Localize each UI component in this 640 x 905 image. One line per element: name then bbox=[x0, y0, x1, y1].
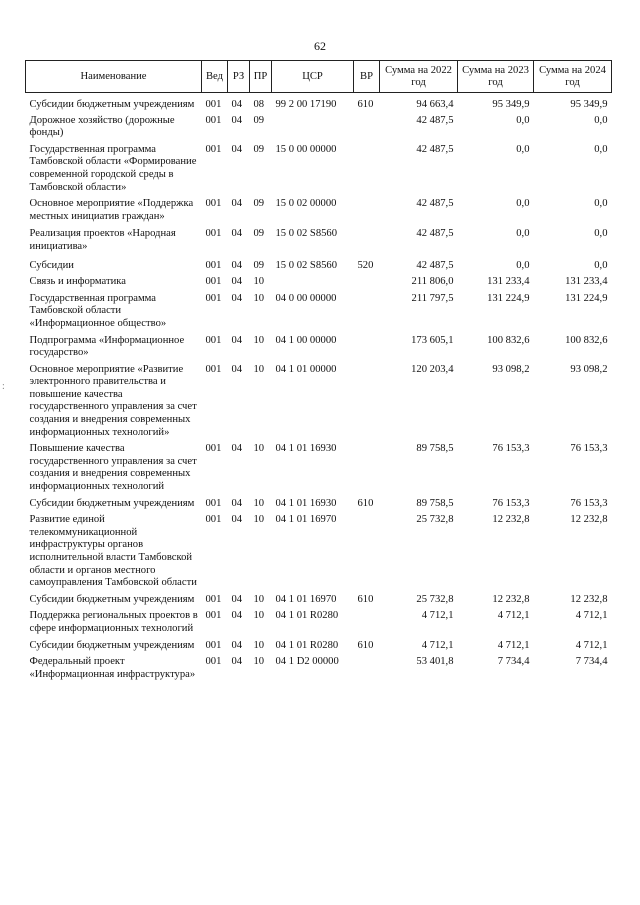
row-sum-2023: 76 153,3 bbox=[492, 497, 530, 509]
row-ved: 001 bbox=[205, 656, 222, 668]
row-ved: 001 bbox=[205, 198, 222, 210]
row-pr: 10 bbox=[253, 497, 265, 509]
row-vr bbox=[354, 223, 380, 253]
row-sum-2024: 93 098,2 bbox=[570, 363, 608, 375]
row-ved: 001 bbox=[205, 228, 222, 240]
table-header bbox=[26, 61, 612, 93]
row-sum-2023: 93 098,2 bbox=[492, 363, 530, 375]
row-csr: 15 0 02 S8560 bbox=[275, 228, 338, 240]
table-row bbox=[26, 140, 612, 194]
row-pr: 10 bbox=[253, 363, 265, 375]
row-rz: 04 bbox=[231, 198, 243, 210]
row-sum-2022: 42 487,5 bbox=[416, 259, 454, 271]
row-rz: 04 bbox=[231, 363, 243, 375]
row-vr bbox=[354, 606, 380, 635]
row-sum-2024: 4 712,1 bbox=[575, 639, 608, 651]
row-rz: 04 bbox=[231, 497, 243, 509]
row-name: Субсидии bbox=[29, 259, 74, 271]
table-row bbox=[26, 590, 612, 607]
row-name: Субсидии бюджетным учреждениям bbox=[29, 593, 195, 605]
row-sum-2024: 95 349,9 bbox=[570, 99, 608, 110]
header-sum-2022: Сумма на 2022 год bbox=[380, 61, 458, 93]
row-name: Развитие единой телекоммуникационной инфраструктуры органов исполнительной власти Тамбовской области и органов местного самоуправления Тамбовской области bbox=[29, 514, 197, 589]
table-row bbox=[26, 289, 612, 331]
row-sum-2022: 211 806,0 bbox=[411, 276, 454, 288]
row-sum-2024: 0,0 bbox=[594, 259, 608, 271]
row-pr: 09 bbox=[253, 114, 265, 126]
row-vr bbox=[354, 510, 380, 590]
row-ved: 001 bbox=[205, 276, 222, 288]
header-sum-2023: Сумма на 2023 год bbox=[458, 61, 534, 93]
row-ved: 001 bbox=[205, 363, 222, 375]
row-sum-2022: 25 732,8 bbox=[416, 514, 454, 526]
table-row bbox=[26, 272, 612, 289]
row-sum-2022: 42 487,5 bbox=[416, 143, 454, 155]
row-rz: 04 bbox=[231, 656, 243, 668]
row-sum-2023: 12 232,8 bbox=[492, 514, 530, 526]
row-pr: 10 bbox=[253, 639, 265, 651]
row-sum-2023: 4 712,1 bbox=[497, 610, 530, 622]
row-name: Государственная программа Тамбовской области «Информационное общество» bbox=[29, 292, 167, 329]
table-row bbox=[26, 254, 612, 273]
row-vr: 520 bbox=[357, 259, 374, 271]
row-sum-2024: 12 232,8 bbox=[570, 514, 608, 526]
row-name: Государственная программа Тамбовской области «Формирование современной городской среды в Тамбовской области» bbox=[29, 143, 197, 193]
row-csr: 04 0 00 00000 bbox=[275, 292, 337, 304]
row-pr: 10 bbox=[253, 514, 265, 526]
row-csr: 04 1 01 16930 bbox=[275, 497, 337, 509]
row-pr: 10 bbox=[253, 443, 265, 455]
row-sum-2022: 42 487,5 bbox=[416, 114, 454, 126]
row-rz: 04 bbox=[231, 514, 243, 526]
row-rz: 04 bbox=[231, 610, 243, 622]
row-sum-2024: 0,0 bbox=[594, 143, 608, 155]
row-sum-2023: 0,0 bbox=[516, 114, 530, 126]
row-sum-2023: 131 233,4 bbox=[487, 276, 530, 288]
row-vr bbox=[354, 112, 380, 140]
row-ved: 001 bbox=[205, 99, 222, 110]
table-row bbox=[26, 93, 612, 112]
row-sum-2024: 100 832,6 bbox=[565, 334, 608, 346]
row-ved: 001 bbox=[205, 259, 222, 271]
header-pr: ПР bbox=[250, 61, 272, 93]
row-csr: 15 0 02 S8560 bbox=[275, 259, 338, 271]
table-row bbox=[26, 510, 612, 590]
table-row bbox=[26, 194, 612, 223]
table-row bbox=[26, 636, 612, 653]
row-pr: 10 bbox=[253, 656, 265, 668]
row-sum-2024: 4 712,1 bbox=[575, 610, 608, 622]
scan-artifact: : bbox=[2, 381, 5, 392]
row-sum-2024: 131 224,9 bbox=[565, 292, 608, 304]
table-row bbox=[26, 112, 612, 140]
row-sum-2022: 94 663,4 bbox=[416, 99, 454, 110]
row-ved: 001 bbox=[205, 334, 222, 346]
row-sum-2023: 100 832,6 bbox=[487, 334, 530, 346]
row-sum-2022: 42 487,5 bbox=[416, 198, 454, 210]
row-csr: 15 0 02 00000 bbox=[275, 198, 337, 210]
row-sum-2022: 42 487,5 bbox=[416, 228, 454, 240]
row-sum-2023: 4 712,1 bbox=[497, 639, 530, 651]
table-body bbox=[26, 93, 612, 682]
row-name: Субсидии бюджетным учреждениям bbox=[29, 99, 195, 110]
row-csr: 04 1 00 00000 bbox=[275, 334, 337, 346]
row-pr: 10 bbox=[253, 276, 265, 288]
row-vr bbox=[354, 194, 380, 223]
row-rz: 04 bbox=[231, 334, 243, 346]
row-sum-2024: 131 233,4 bbox=[565, 276, 608, 288]
row-sum-2023: 131 224,9 bbox=[487, 292, 530, 304]
row-csr: 04 1 01 16970 bbox=[275, 593, 337, 605]
table-row bbox=[26, 360, 612, 440]
row-pr: 09 bbox=[253, 143, 265, 155]
row-vr: 610 bbox=[357, 497, 374, 509]
row-sum-2024: 76 153,3 bbox=[570, 443, 608, 455]
header-rz: РЗ bbox=[228, 61, 250, 93]
row-name: Основное мероприятие «Развитие электронного правительства и повышение качества государственного управления за счет создания и внедрения современных информационных технологий» bbox=[29, 363, 197, 438]
row-ved: 001 bbox=[205, 639, 222, 651]
budget-table bbox=[25, 60, 612, 681]
row-vr bbox=[354, 272, 380, 289]
row-sum-2022: 211 797,5 bbox=[411, 292, 454, 304]
row-pr: 10 bbox=[253, 593, 265, 605]
row-ved: 001 bbox=[205, 143, 222, 155]
row-rz: 04 bbox=[231, 143, 243, 155]
row-csr bbox=[272, 272, 354, 289]
row-sum-2022: 4 712,1 bbox=[421, 610, 454, 622]
row-name: Федеральный проект «Информационная инфраструктура» bbox=[29, 656, 196, 680]
row-csr bbox=[272, 112, 354, 140]
row-sum-2024: 0,0 bbox=[594, 228, 608, 240]
row-name: Поддержка региональных проектов в сфере информационных технологий bbox=[29, 610, 198, 634]
row-vr: 610 bbox=[357, 99, 374, 110]
row-rz: 04 bbox=[231, 228, 243, 240]
row-vr bbox=[354, 331, 380, 360]
row-vr bbox=[354, 652, 380, 681]
row-vr: 610 bbox=[357, 639, 374, 651]
row-sum-2023: 0,0 bbox=[516, 228, 530, 240]
row-rz: 04 bbox=[231, 443, 243, 455]
row-rz: 04 bbox=[231, 259, 243, 271]
row-name: Связь и информатика bbox=[29, 276, 126, 288]
row-csr: 04 1 01 16930 bbox=[275, 443, 337, 455]
row-pr: 10 bbox=[253, 292, 265, 304]
row-sum-2022: 25 732,8 bbox=[416, 593, 454, 605]
row-rz: 04 bbox=[231, 114, 243, 126]
row-sum-2022: 4 712,1 bbox=[421, 639, 454, 651]
row-pr: 08 bbox=[253, 99, 265, 110]
row-csr: 04 1 01 00000 bbox=[275, 363, 337, 375]
row-sum-2024: 7 734,4 bbox=[575, 656, 608, 668]
row-name: Субсидии бюджетным учреждениям bbox=[29, 639, 195, 651]
row-pr: 09 bbox=[253, 259, 265, 271]
row-ved: 001 bbox=[205, 514, 222, 526]
row-sum-2023: 0,0 bbox=[516, 143, 530, 155]
row-sum-2023: 0,0 bbox=[516, 259, 530, 271]
row-ved: 001 bbox=[205, 593, 222, 605]
row-ved: 001 bbox=[205, 114, 222, 126]
row-vr bbox=[354, 360, 380, 440]
row-vr bbox=[354, 289, 380, 331]
row-sum-2024: 12 232,8 bbox=[570, 593, 608, 605]
row-ved: 001 bbox=[205, 443, 222, 455]
row-sum-2023: 76 153,3 bbox=[492, 443, 530, 455]
row-ved: 001 bbox=[205, 497, 222, 509]
row-sum-2022: 53 401,8 bbox=[416, 656, 454, 668]
row-sum-2023: 7 734,4 bbox=[497, 656, 530, 668]
row-name: Повышение качества государственного управления за счет создания и внедрения современных информационных технологий bbox=[29, 443, 197, 493]
header-csr: ЦСР bbox=[272, 61, 354, 93]
table-row bbox=[26, 439, 612, 493]
row-pr: 10 bbox=[253, 334, 265, 346]
row-rz: 04 bbox=[231, 292, 243, 304]
row-vr bbox=[354, 439, 380, 493]
table-row bbox=[26, 223, 612, 253]
header-sum-2024: Сумма на 2024 год bbox=[534, 61, 612, 93]
row-sum-2022: 173 605,1 bbox=[411, 334, 454, 346]
table-row bbox=[26, 652, 612, 681]
row-csr: 15 0 00 00000 bbox=[275, 143, 337, 155]
row-sum-2024: 76 153,3 bbox=[570, 497, 608, 509]
row-csr: 04 1 01 R0280 bbox=[275, 639, 339, 651]
row-sum-2022: 89 758,5 bbox=[416, 497, 454, 509]
row-csr: 04 1 01 R0280 bbox=[275, 610, 339, 622]
row-csr: 04 1 D2 00000 bbox=[275, 656, 339, 668]
page-number: 62 bbox=[314, 39, 326, 53]
row-sum-2024: 0,0 bbox=[594, 198, 608, 210]
row-pr: 10 bbox=[253, 610, 265, 622]
row-ved: 001 bbox=[205, 610, 222, 622]
row-sum-2023: 12 232,8 bbox=[492, 593, 530, 605]
row-ved: 001 bbox=[205, 292, 222, 304]
row-rz: 04 bbox=[231, 99, 243, 110]
row-vr bbox=[354, 140, 380, 194]
row-sum-2024: 0,0 bbox=[594, 114, 608, 126]
row-sum-2022: 89 758,5 bbox=[416, 443, 454, 455]
row-sum-2023: 95 349,9 bbox=[492, 99, 530, 110]
row-sum-2023: 0,0 bbox=[516, 198, 530, 210]
header-name: Наименование bbox=[26, 61, 202, 93]
row-csr: 04 1 01 16970 bbox=[275, 514, 337, 526]
row-name: Подпрограмма «Информационное государство» bbox=[29, 334, 185, 359]
row-rz: 04 bbox=[231, 639, 243, 651]
table-row bbox=[26, 331, 612, 360]
row-sum-2022: 120 203,4 bbox=[411, 363, 454, 375]
row-pr: 09 bbox=[253, 228, 265, 240]
row-vr: 610 bbox=[357, 593, 374, 605]
row-rz: 04 bbox=[231, 593, 243, 605]
row-pr: 09 bbox=[253, 198, 265, 210]
row-csr: 99 2 00 17190 bbox=[275, 99, 337, 110]
row-name: Основное мероприятие «Поддержка местных инициатив граждан» bbox=[29, 198, 194, 222]
header-vr: ВР bbox=[354, 61, 380, 93]
row-name: Реализация проектов «Народная инициатива» bbox=[29, 228, 176, 252]
header-ved: Вед bbox=[202, 61, 228, 93]
table-row bbox=[26, 494, 612, 511]
row-rz: 04 bbox=[231, 276, 243, 288]
row-name: Дорожное хозяйство (дорожные фонды) bbox=[29, 114, 175, 139]
row-name: Субсидии бюджетным учреждениям bbox=[29, 497, 195, 509]
table-row bbox=[26, 606, 612, 635]
